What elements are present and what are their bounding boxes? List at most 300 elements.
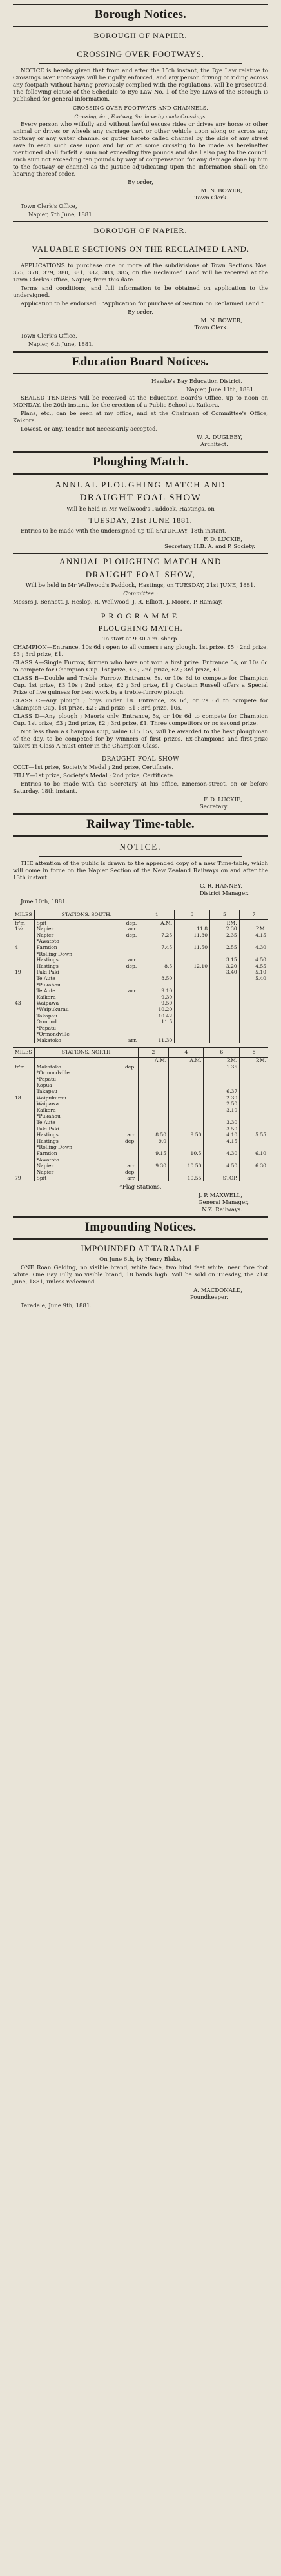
cell-time — [138, 1064, 168, 1070]
cell-time: P.M. — [240, 1058, 268, 1064]
ad-line-2: DRAUGHT FOAL SHOW, — [85, 569, 196, 579]
cell-time: P.M. — [204, 1058, 240, 1064]
cell-station: Paki Paki — [34, 1126, 110, 1132]
railway-notice — [13, 842, 268, 1214]
table-row — [13, 945, 268, 951]
cell-arr-dep: arr. — [128, 926, 137, 932]
cell-miles — [13, 1126, 34, 1132]
cell-time — [169, 1138, 204, 1145]
col-header — [34, 1048, 138, 1058]
ad-line-3: Will be held in Mr Wellwood's Paddock, Hastings, on — [66, 506, 215, 513]
cell-time — [210, 1019, 240, 1025]
notice-subtitle: VALUABLE SECTIONS ON THE RECLAIMED LAND. — [32, 244, 249, 254]
cell-station: Spit — [34, 1175, 110, 1181]
cell-time — [169, 1070, 204, 1076]
section-heading-railway: Railway Time-table. — [86, 817, 195, 831]
cell-arr-dep — [111, 951, 139, 957]
cell-time: 3.30 — [204, 1119, 240, 1126]
cell-time — [240, 1144, 268, 1150]
cell-miles — [13, 1163, 34, 1169]
cell-time — [175, 1025, 210, 1032]
cell-station: Napier — [34, 1169, 110, 1176]
cell-time — [175, 1019, 210, 1025]
timetable-body — [13, 1058, 268, 1181]
cell-time — [138, 1076, 168, 1083]
col-header: MILES — [13, 910, 34, 920]
cell-time — [239, 982, 268, 988]
committee-label: Committee : — [123, 591, 158, 597]
cell-time: 1.35 — [204, 1064, 240, 1070]
cell-time: 3.15 — [210, 957, 240, 963]
cell-time — [239, 1025, 268, 1032]
cell-miles: 18 — [15, 1094, 21, 1101]
cell-station: Te Aute — [34, 988, 111, 994]
table-row — [13, 982, 268, 988]
cell-time — [239, 1013, 268, 1019]
cell-time: 4.50 — [239, 957, 268, 963]
cell-arr-dep — [111, 1031, 139, 1038]
cell-miles — [13, 1007, 34, 1013]
notice-body: ONE Roan Gelding, no visible brand, white face, two hind feet white, near fore foot white. One Bay Filly, no visible brand, 18 hands high. Will be sold on Tuesday, the 21st June, 1881, unless redeemed. — [13, 1264, 268, 1285]
timetable-south — [13, 910, 268, 1043]
cell-time — [138, 1095, 168, 1101]
cell-arr-dep: arr. — [128, 957, 137, 963]
cell-miles — [13, 1013, 34, 1019]
cell-time: 4.15 — [204, 1138, 240, 1145]
cell-time: 8.5 — [139, 963, 175, 970]
notice-crossing-footways — [13, 31, 268, 219]
class-champion: CHAMPION—Entrance, 10s 6d ; open to all comers ; any plough. 1st prize, £5 ; 2nd prize, £3 ; 3rd prize, £1. — [13, 644, 268, 658]
programme-sub: PLOUGHING MATCH. — [98, 624, 183, 633]
programme: PROGRAMME — [101, 611, 180, 620]
divider — [13, 553, 268, 554]
cell-station: *Ormondville — [34, 1070, 110, 1076]
table-row — [13, 994, 268, 1001]
entries: Entries to be made with the Secretary at his office, Emerson-street, on or before Saturday, 18th instant. — [13, 781, 268, 795]
notice-title: BOROUGH OF NAPIER. — [93, 226, 188, 235]
cell-miles — [13, 1089, 34, 1095]
table-row — [13, 957, 268, 963]
table-row — [13, 1019, 268, 1025]
cell-arr-dep — [110, 1150, 138, 1157]
ad-line-2: DRAUGHT FOAL SHOW — [79, 493, 202, 503]
cell-time — [240, 1175, 268, 1181]
cell-time — [138, 1126, 168, 1132]
cell-station: *Papatu — [34, 1025, 111, 1032]
cell-time: 9.30 — [138, 1163, 168, 1169]
cell-arr-dep — [111, 938, 139, 945]
cell-miles — [13, 1138, 34, 1145]
table-row — [13, 1082, 268, 1089]
ad-entries: Entries to be made with the undersigned up till SATURDAY, 18th instant. — [21, 528, 227, 535]
section-rule — [13, 473, 268, 475]
cell-time — [139, 938, 175, 945]
cell-time: 10.50 — [169, 1163, 204, 1169]
notice-title: IMPOUNDED AT TARADALE — [81, 1243, 200, 1253]
cell-time — [175, 951, 210, 957]
cell-station: Waipukurau — [34, 1095, 110, 1101]
cell-miles — [13, 1157, 34, 1163]
cell-station: Ormond — [34, 1019, 111, 1025]
cell-time — [175, 969, 210, 976]
cell-station: Hastings — [34, 963, 111, 970]
signature: C. R. HANNEY, — [200, 883, 242, 890]
table-row — [13, 1058, 268, 1064]
cell-time: 8.50 — [138, 1132, 168, 1138]
cell-miles — [13, 1169, 34, 1176]
notice-education-tenders — [13, 378, 268, 449]
clause-sub: Crossing, &c., Footway, &c. have by made Crossings. — [74, 114, 207, 119]
cell-time: 12.10 — [175, 963, 210, 970]
col-header: MILES — [13, 1048, 34, 1058]
cell-time: 7.25 — [139, 932, 175, 939]
table-row — [13, 951, 268, 957]
cell-miles — [13, 1025, 34, 1032]
cell-arr-dep — [110, 1076, 138, 1083]
cell-miles — [13, 938, 34, 945]
cell-time — [139, 1025, 175, 1032]
col-header: 2 — [138, 1048, 168, 1058]
cell-miles — [13, 1119, 34, 1126]
notice-body: SEALED TENDERS will be received at the Education Board's Office, up to noon on MONDAY, the 20th instant, for the erection of a Public School at Kaikora. — [13, 395, 268, 409]
cell-time — [210, 994, 240, 1001]
cell-miles: 1½ — [15, 926, 23, 932]
clause-body: Every person who wilfully and without lawful excuse rides or drives any horse or other animal or drives or wheels any carriage cart or other vehicle upon along or across any footway or any water channel or gutter hereto called channel by the side of any street save in each such case upon and by or at some crossing to be made as hereinafter mentioned shall forfeit a sum not exceeding five pounds and shall also pay to the council such sum not exceeding ten pounds by way of compensation for any damage done by him to the footway or channel as the justice adjudicating upon the information shall on the hearing thereof order. — [13, 121, 268, 178]
cell-station: *Awatoto — [34, 1157, 110, 1163]
cell-time — [239, 1031, 268, 1038]
cell-arr-dep — [111, 1019, 139, 1025]
impounding-notice — [13, 1243, 268, 1310]
table-row — [13, 1076, 268, 1083]
cell-time: 5.40 — [239, 976, 268, 982]
cell-time: 10.5 — [169, 1150, 204, 1157]
cell-time — [139, 926, 175, 932]
cell-station: Kaikora — [34, 1107, 110, 1114]
cell-miles — [13, 1031, 34, 1038]
cell-station: Hastings — [34, 1138, 110, 1145]
cell-arr-dep: arr. — [128, 988, 137, 994]
cell-station: Farndon — [34, 945, 111, 951]
notice-body-3: Application to be endorsed : "Application for purchase of Section on Reclaimed Land." — [21, 301, 264, 307]
cell-arr-dep — [111, 976, 139, 982]
cell-miles — [13, 1038, 34, 1044]
table-row — [13, 1157, 268, 1163]
cell-arr-dep: arr. — [128, 1037, 137, 1043]
table-row — [13, 1013, 268, 1019]
cell-time: 6.30 — [240, 1163, 268, 1169]
table-row — [13, 963, 268, 970]
cell-time: A.M. — [139, 919, 175, 926]
ploughing-ad-1 — [13, 480, 268, 551]
table-row — [13, 1119, 268, 1126]
notice-title: NOTICE. — [119, 842, 162, 852]
cell-time — [240, 1169, 268, 1176]
cell-arr-dep — [110, 1095, 138, 1101]
cell-time — [210, 1025, 240, 1032]
cell-time — [169, 1119, 204, 1126]
timetable-north — [13, 1047, 268, 1181]
cell-time — [169, 1169, 204, 1176]
cell-time — [204, 1076, 240, 1083]
cell-time — [240, 1089, 268, 1095]
table-row — [13, 1038, 268, 1044]
cell-time — [240, 1107, 268, 1114]
ad-line-1: ANNUAL PLOUGHING MATCH AND — [55, 480, 226, 489]
notice-date: Napier, 6th June, 1881. — [28, 342, 94, 348]
notice-date: Napier, 7th June, 1881. — [28, 212, 94, 218]
cell-arr-dep: dep. — [125, 1063, 136, 1070]
table-row — [13, 1095, 268, 1101]
section-heading-borough: Borough Notices. — [94, 8, 187, 21]
cell-time — [138, 1082, 168, 1089]
notice-date: June 10th, 1881. — [21, 899, 68, 905]
cell-time — [139, 982, 175, 988]
cell-arr-dep — [111, 945, 139, 951]
cell-time: 10.55 — [169, 1175, 204, 1181]
cell-time — [239, 951, 268, 957]
cell-time — [138, 1107, 168, 1114]
cell-time — [210, 982, 240, 988]
cell-time: 11.50 — [175, 945, 210, 951]
col-header: 5 — [210, 910, 240, 920]
section-rule — [13, 1238, 268, 1240]
notice-body-2: Terms and conditions, and full information to be obtained on application to the undersigned. — [13, 285, 268, 299]
cell-miles: 43 — [15, 1000, 21, 1007]
cell-time — [139, 969, 175, 976]
table-row — [13, 1031, 268, 1038]
col-header: 7 — [239, 910, 268, 920]
cell-station: Te Aute — [34, 1119, 110, 1126]
cell-miles — [13, 1132, 34, 1138]
table-row — [13, 938, 268, 945]
col-header-stations: STATIONS. — [61, 1049, 90, 1056]
col-header: 8 — [240, 1048, 268, 1058]
table-row — [13, 988, 268, 994]
signature-title: General Manager, — [198, 1199, 249, 1206]
champion-cup: Not less than a Champion Cup, value £15 15s, will be awarded to the best ploughman of the day, to be competed for by winners of first prizes. Ex-champions and first-prize takers in Class A must enter in the Champion Class. — [13, 729, 268, 750]
cell-time — [169, 1076, 204, 1083]
section-heading-education: Education Board Notices. — [72, 355, 209, 369]
cell-station: Farndon — [34, 1150, 110, 1157]
cell-station: Te Aute — [34, 976, 111, 982]
notice-reclaimed-land — [13, 226, 268, 349]
cell-miles — [13, 951, 34, 957]
office: Town Clerk's Office, — [21, 203, 77, 210]
cell-miles — [13, 1101, 34, 1107]
class-d: CLASS D—Any plough ; Maoris only. Entrance, 5s, or 10s 6d to compete for Champion Cup. 1st prize, £3 ; 2nd prize, £2 ; 3rd prize, £1. Three competitors or no second prize. — [13, 713, 268, 727]
cell-miles — [13, 1144, 34, 1150]
cell-station: *Pukahou — [34, 982, 111, 988]
cell-time: 3.50 — [204, 1126, 240, 1132]
divider — [13, 221, 268, 222]
cell-time: 9.30 — [139, 994, 175, 1001]
table-row — [13, 1025, 268, 1032]
cell-time — [138, 1101, 168, 1107]
cell-arr-dep — [111, 1000, 139, 1007]
table-row — [13, 1138, 268, 1145]
clause-title: CROSSING OVER FOOTWAYS AND CHANNELS. — [72, 105, 209, 111]
cell-time: 2.55 — [210, 945, 240, 951]
cell-time — [204, 1082, 240, 1089]
cell-time: 4.30 — [204, 1150, 240, 1157]
section-rule — [13, 373, 268, 374]
divider — [39, 856, 242, 857]
cell-time — [169, 1126, 204, 1132]
cell-time — [169, 1095, 204, 1101]
cell-time: 5.55 — [240, 1132, 268, 1138]
cell-time — [239, 1038, 268, 1044]
cell-time — [169, 1113, 204, 1119]
class-colt: COLT—1st prize, Society's Medal ; 2nd prize, Certificate. — [13, 764, 174, 771]
cell-time: 10.42 — [139, 1013, 175, 1019]
cell-time — [210, 988, 240, 994]
cell-miles: fr'm — [15, 919, 25, 926]
cell-miles — [13, 1113, 34, 1119]
cell-time: 3.20 — [210, 963, 240, 970]
cell-time — [138, 1089, 168, 1095]
signature-title: Secretary H.B. A. and P. Society. — [164, 544, 255, 550]
cell-time — [175, 938, 210, 945]
cell-time: 4.30 — [239, 945, 268, 951]
cell-station: Spit — [34, 919, 111, 926]
table-row — [13, 1113, 268, 1119]
cell-miles: 79 — [15, 1175, 21, 1181]
table-row — [13, 969, 268, 976]
cell-time: 9.10 — [139, 988, 175, 994]
table-row — [13, 1064, 268, 1070]
cell-arr-dep: arr. — [127, 1163, 136, 1169]
cell-station: *Pukahou — [34, 1113, 110, 1119]
signature: F. D. LUCKIE, — [203, 797, 242, 803]
cell-time — [210, 1013, 240, 1019]
signature-title: Secretary. — [199, 804, 228, 810]
cell-time: 2.35 — [210, 932, 240, 939]
col-header: 4 — [169, 1048, 204, 1058]
table-row — [13, 1089, 268, 1095]
cell-miles: 19 — [15, 969, 21, 976]
table-row — [13, 1144, 268, 1150]
cell-time — [240, 1076, 268, 1083]
cell-arr-dep — [110, 1107, 138, 1114]
cell-time — [139, 957, 175, 963]
ploughing-ad-2 — [13, 557, 268, 811]
cell-time — [138, 1175, 168, 1181]
table-row — [13, 1126, 268, 1132]
table-row — [13, 1107, 268, 1114]
cell-arr-dep — [110, 1070, 138, 1076]
cell-time — [175, 919, 210, 926]
signature: J. P. MAXWELL, — [198, 1192, 242, 1199]
signature-title: District Manager. — [199, 890, 249, 897]
cell-time — [169, 1082, 204, 1089]
cell-time — [169, 1107, 204, 1114]
cell-time — [239, 1007, 268, 1013]
cell-arr-dep — [110, 1089, 138, 1095]
table-row — [13, 1101, 268, 1107]
cell-station — [34, 1058, 110, 1064]
signature-title: Town Clerk. — [194, 325, 228, 331]
cell-time — [239, 938, 268, 945]
cell-time — [210, 976, 240, 982]
cell-time: 4.50 — [204, 1163, 240, 1169]
cell-time — [210, 1000, 240, 1007]
cell-time — [210, 951, 240, 957]
section-heading-impounding: Impounding Notices. — [84, 1220, 197, 1234]
office: Town Clerk's Office, — [21, 333, 77, 340]
cell-time: 6.37 — [204, 1089, 240, 1095]
table-row — [13, 1150, 268, 1157]
cell-time: 11.8 — [175, 926, 210, 932]
cell-arr-dep: arr. — [127, 1132, 136, 1138]
cell-arr-dep: dep. — [125, 1138, 136, 1144]
cell-station: Makatoko — [34, 1038, 111, 1044]
cell-time: 2.30 — [204, 1095, 240, 1101]
cell-time: 3.40 — [210, 969, 240, 976]
cell-arr-dep — [110, 1101, 138, 1107]
cell-miles — [13, 994, 34, 1001]
table-row — [13, 926, 268, 932]
cell-time — [139, 951, 175, 957]
cell-arr-dep — [110, 1157, 138, 1163]
cell-time — [240, 1126, 268, 1132]
cell-time — [240, 1082, 268, 1089]
table-row — [13, 932, 268, 939]
cell-station: Takapau — [34, 1013, 111, 1019]
notice-body-3: Lowest, or any, Tender not necessarily accepted. — [21, 426, 158, 433]
cell-station: Kaikora — [34, 994, 111, 1001]
notice-body: NOTICE is hereby given that from and after the 15th instant, the Bye Law relative to Crossings over Foot-ways will be rigidly enforced, and any person driving or riding across any footpath without having previously complied with the regulations, will be prosecuted. The following clause of the Schedule to Bye Law No. 1 of the bye Laws of the Borough is published for general information. — [13, 68, 268, 103]
cell-time — [169, 1157, 204, 1163]
class-a: CLASS A—Single Furrow, formen who have not won a first prize. Entrance 5s, or 10s 6d to compete for Champion Cup. 1st prize, £3 ; 2nd prize, £2 ; 3rd prize, £1. — [13, 660, 268, 673]
cell-arr-dep — [110, 1144, 138, 1150]
cell-station: Napier — [34, 932, 111, 939]
cell-time: P.M. — [210, 919, 240, 926]
cell-arr-dep: arr. — [127, 1175, 136, 1181]
cell-arr-dep: dep. — [126, 919, 137, 926]
cell-miles — [13, 932, 34, 939]
cell-time — [138, 1070, 168, 1076]
foal-title: DRAUGHT FOAL SHOW — [101, 756, 180, 762]
class-filly: FILLY—1st prize, Society's Medal ; 2nd prize, Certificate. — [13, 773, 175, 779]
notice-body: THE attention of the public is drawn to the appended copy of a new Time-table, which will come in force on the Napier Section of the New Zealand Railways on and after the 13th instant. — [13, 861, 268, 881]
cell-time — [169, 1089, 204, 1095]
cell-time — [138, 1113, 168, 1119]
table-row — [13, 1175, 268, 1181]
section-rule — [13, 835, 268, 837]
signature: W. A. DUGLEBY, — [197, 434, 242, 441]
cell-station: Waipawa — [34, 1000, 111, 1007]
cell-station: *Awatoto — [34, 938, 111, 945]
cell-station: Kopua — [34, 1082, 110, 1089]
cell-time — [204, 1169, 240, 1176]
cell-miles — [13, 988, 34, 994]
by-order: By order, — [128, 309, 153, 316]
cell-arr-dep: dep. — [126, 932, 137, 938]
cell-miles — [13, 1070, 34, 1076]
cell-arr-dep — [110, 1058, 138, 1064]
cell-time — [175, 994, 210, 1001]
signature-title: Poundkeeper. — [189, 1294, 228, 1301]
cell-station: Waipawa — [34, 1101, 110, 1107]
signature: M. N. BOWER, — [200, 318, 242, 324]
cell-time — [239, 988, 268, 994]
ad-line-4: TUESDAY, 21st JUNE 1881. — [88, 516, 193, 525]
cell-time: 9.50 — [139, 1000, 175, 1007]
cell-station: *Rolling Down — [34, 1144, 110, 1150]
cell-arr-dep — [111, 982, 139, 988]
cell-time: STOP. — [204, 1175, 240, 1181]
cell-time — [210, 1007, 240, 1013]
